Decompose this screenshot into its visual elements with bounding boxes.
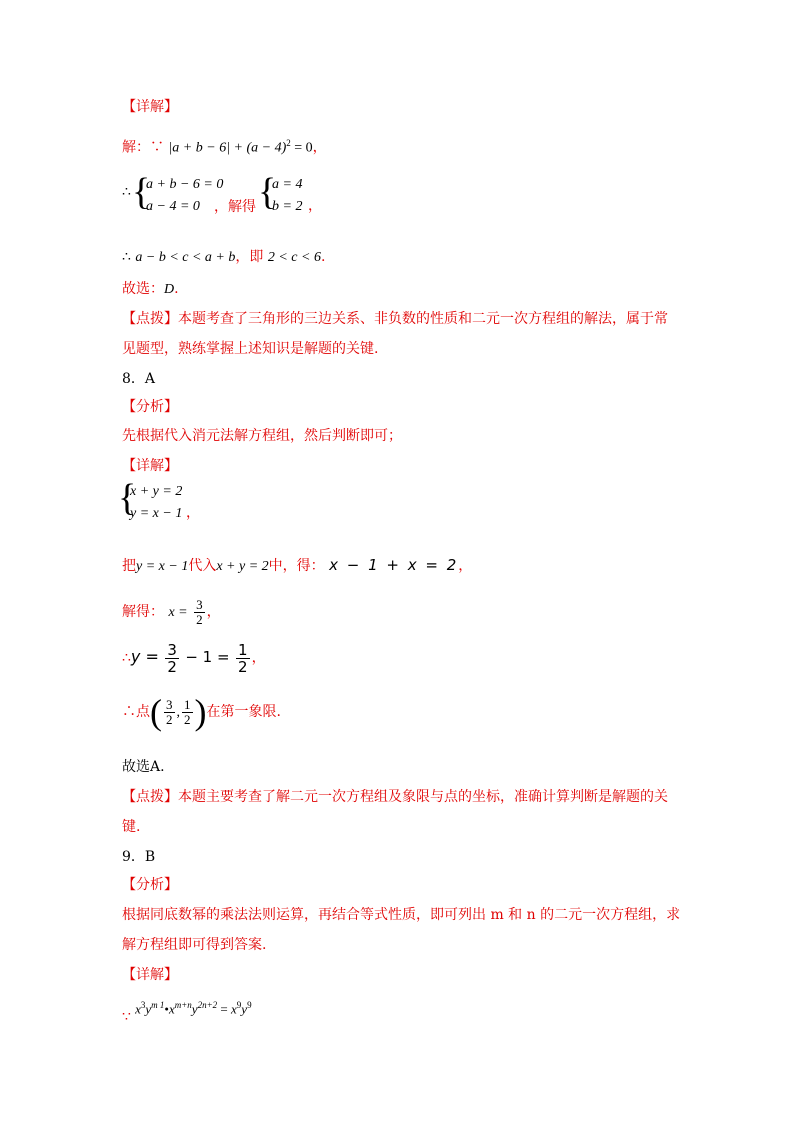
- minus-one-equals: − 1 =: [185, 648, 230, 666]
- therefore-symbol: ∴: [122, 650, 131, 666]
- q9-expression: ∵ $x^3y^{m 1}•x^{m+n}y^{2n+2} = x^9y^9$: [122, 1000, 252, 1026]
- c-range: 2 < c < 6: [267, 250, 321, 265]
- solved-label: ，解得: [214, 199, 256, 215]
- therefore-symbol: ∴: [122, 250, 131, 265]
- q8-point-line: [122, 690, 281, 735]
- therefore-symbol: ∴: [122, 185, 131, 200]
- q8-number: 8．A: [122, 371, 156, 387]
- equation-rhs: = 0: [290, 140, 313, 156]
- q8-solve-x: 解得： x = $\frac{3}{2}$ ，: [122, 596, 221, 627]
- q7-inequality-line: [122, 248, 325, 267]
- point-label: 点: [136, 704, 150, 720]
- q9-number: 9．B: [122, 849, 156, 865]
- tip-heading: 【点拨】: [122, 789, 178, 805]
- q7-tip-line1: [122, 310, 668, 328]
- solve-label: 解得：: [122, 604, 164, 620]
- choice-value: D: [164, 282, 175, 297]
- system-brace: {: [132, 171, 151, 213]
- q8-system-line2: y = x − 1: [130, 506, 183, 521]
- choice-label: 故选：: [122, 281, 164, 297]
- solve-prefix: 解：: [122, 139, 150, 156]
- q7-choice: 故选：D.: [122, 281, 179, 297]
- zhong-label: 中，得：: [268, 558, 325, 574]
- target-equation: x + y = 2: [216, 559, 269, 574]
- q8-substitution: 把y = x − 1代入x + y = 2中，得： x − 1 + x = 2，: [122, 556, 473, 574]
- q7-given-equation: [122, 134, 327, 158]
- right-paren: ): [194, 692, 207, 732]
- dairu-label: 代入: [188, 558, 217, 574]
- tip-text: 本题考查了三角形的三边关系、非负数的性质和二元一次方程组的解法，属于常: [178, 311, 668, 327]
- dot-operator: •: [164, 1001, 169, 1017]
- result-equation: x − 1 + x = 2: [329, 556, 459, 574]
- point-x: $\frac{3}{2}$: [166, 696, 173, 727]
- comma: ，: [186, 506, 200, 521]
- quadrant-text: 在第一象限.: [206, 704, 281, 720]
- q8-tip-line1: [122, 788, 668, 806]
- q8-tip-line2: 键.: [122, 819, 141, 835]
- tip-text: 本题主要考查了解二元一次方程组及象限与点的坐标，准确计算判断是解题的关: [178, 789, 668, 805]
- ba-label: 把: [122, 558, 136, 574]
- y-equals: y =: [130, 647, 159, 666]
- comma: ，: [312, 139, 327, 156]
- comma: ，: [308, 199, 322, 214]
- q8-solve-y: ∴y = $\frac{3}{2}$ − 1 = $\frac{1}{2}$ ，: [122, 640, 266, 676]
- system1-line2: a − 4 = 0: [146, 199, 200, 214]
- q8-choice: 故选A.: [122, 759, 165, 775]
- q7-detail-heading: 【详解】: [122, 99, 178, 115]
- ji-label: ，即: [235, 249, 264, 265]
- q8-analysis: 先根据代入消元法解方程组，然后判断即可；: [122, 428, 402, 444]
- q8-detail-heading: 【详解】: [122, 458, 178, 474]
- system-brace: {: [118, 477, 137, 519]
- point-y: $\frac{1}{2}$: [184, 696, 191, 727]
- q9-analysis-line1: 根据同底数幂的乘法法则运算，再结合等式性质，即可列出 m 和 n 的二元一次方程组，求: [122, 907, 681, 923]
- fraction-three-halves: $\frac{3}{2}$: [167, 640, 177, 676]
- fraction-one-half: $\frac{1}{2}$: [238, 640, 248, 676]
- abs-equation: |a + b − 6| + (a − 4): [168, 140, 287, 156]
- q8-analysis-heading: 【分析】: [122, 399, 178, 415]
- q9-analysis-line2: 解方程组即可得到答案.: [122, 937, 267, 953]
- system2-line1: a = 4: [272, 177, 303, 192]
- period: .: [320, 249, 326, 265]
- left-paren: (: [150, 692, 162, 732]
- point-comma: ,: [176, 705, 180, 720]
- tip-heading: 【点拨】: [122, 311, 178, 327]
- q9-analysis-heading: 【分析】: [122, 877, 178, 893]
- x-equals: x =: [168, 605, 188, 620]
- triangle-inequality: a − b < c < a + b: [135, 250, 236, 265]
- system-brace: {: [258, 171, 277, 213]
- q9-detail-heading: 【详解】: [122, 967, 178, 983]
- sub-equation: y = x − 1: [136, 559, 189, 574]
- system1-line1: a + b − 6 = 0: [146, 177, 224, 192]
- square-exponent: 2: [286, 138, 291, 148]
- because-symbol: ∵: [150, 139, 164, 156]
- q7-tip-line2: 见题型，熟练掌握上述知识是解题的关键.: [122, 341, 379, 357]
- fraction-three-halves: $\frac{3}{2}$: [196, 596, 203, 627]
- system2-line2: b = 2: [272, 199, 303, 214]
- because-symbol: ∵: [122, 1009, 131, 1026]
- therefore-symbol: ∴: [122, 704, 136, 720]
- q8-system-line1: x + y = 2: [130, 484, 183, 499]
